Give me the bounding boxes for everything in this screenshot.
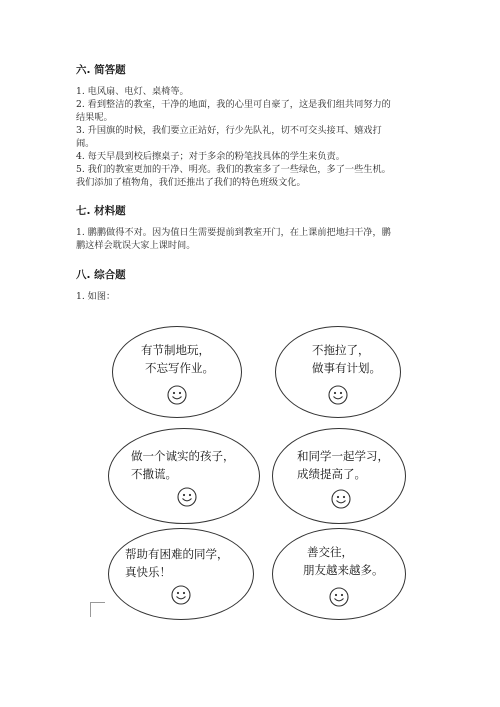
speech-bubble	[272, 528, 406, 620]
smiley-face-icon	[167, 385, 187, 405]
bubble-text: 不拖拉了，	[312, 343, 370, 357]
speech-bubble	[112, 326, 242, 418]
speech-bubble	[108, 428, 260, 524]
answer-line: 5. 我们的教室更加的干净、明亮。我们的教室多了一些绿色，多了一些生机。	[76, 164, 391, 175]
speech-bubble-figure	[90, 322, 410, 622]
answer-line: 2. 看到整洁的教室，干净的地面，我的心里可自豪了，这是我们组共同努力的	[76, 99, 391, 110]
crop-corner-mark	[90, 602, 105, 617]
section-8-title: 八. 综合题	[76, 269, 126, 281]
answer-line: 闹。	[76, 138, 95, 149]
answer-line: 1. 电风扇、电灯、桌椅等。	[76, 86, 189, 97]
bubble-text: 真快乐！	[125, 565, 171, 579]
speech-bubble	[272, 428, 406, 524]
answer-line: 我们添加了植物角，我们还推出了我们的特色班级文化。	[76, 177, 306, 188]
bubble-text: 不忘写作业。	[145, 361, 214, 375]
smiley-face-icon	[331, 489, 351, 509]
bubble-text: 帮助有困难的同学，	[125, 547, 229, 561]
answer-line: 3. 升国旗的时候，我们要立正站好，行少先队礼，切不可交头接耳、嬉戏打	[76, 125, 382, 136]
section-6-title: 六. 简答题	[76, 64, 126, 76]
answer-line: 鹏这样会耽误大家上课时间。	[76, 240, 196, 251]
answer-line: 1. 鹏鹏做得不对。因为值日生需要提前到教室开门，在上课前把地扫干净，鹏	[76, 227, 391, 238]
section-7-title: 七. 材料题	[76, 205, 126, 217]
smiley-face-icon	[328, 385, 348, 405]
bubble-text: 和同学一起学习，	[297, 449, 389, 463]
bubble-text: 朋友越来越多。	[303, 563, 384, 577]
answer-line: 结果呢。	[76, 112, 113, 123]
speech-bubble	[275, 326, 401, 418]
smiley-face-icon	[329, 587, 349, 607]
bubble-text: 不撒谎。	[131, 467, 177, 481]
smiley-face-icon	[177, 487, 197, 507]
bubble-text: 做事有计划。	[312, 361, 381, 375]
bubble-text: 成绩提高了。	[297, 467, 366, 481]
figure-intro: 1. 如图：	[76, 291, 116, 302]
speech-bubble	[108, 528, 254, 620]
smiley-face-icon	[171, 585, 191, 605]
bubble-text: 做一个诚实的孩子，	[131, 449, 235, 463]
bubble-text: 有节制地玩，	[141, 343, 210, 357]
answer-line: 4. 每天早晨到校后擦桌子；对于多余的粉笔找具体的学生来负责。	[76, 151, 345, 162]
bubble-text: 善交往，	[307, 545, 353, 559]
